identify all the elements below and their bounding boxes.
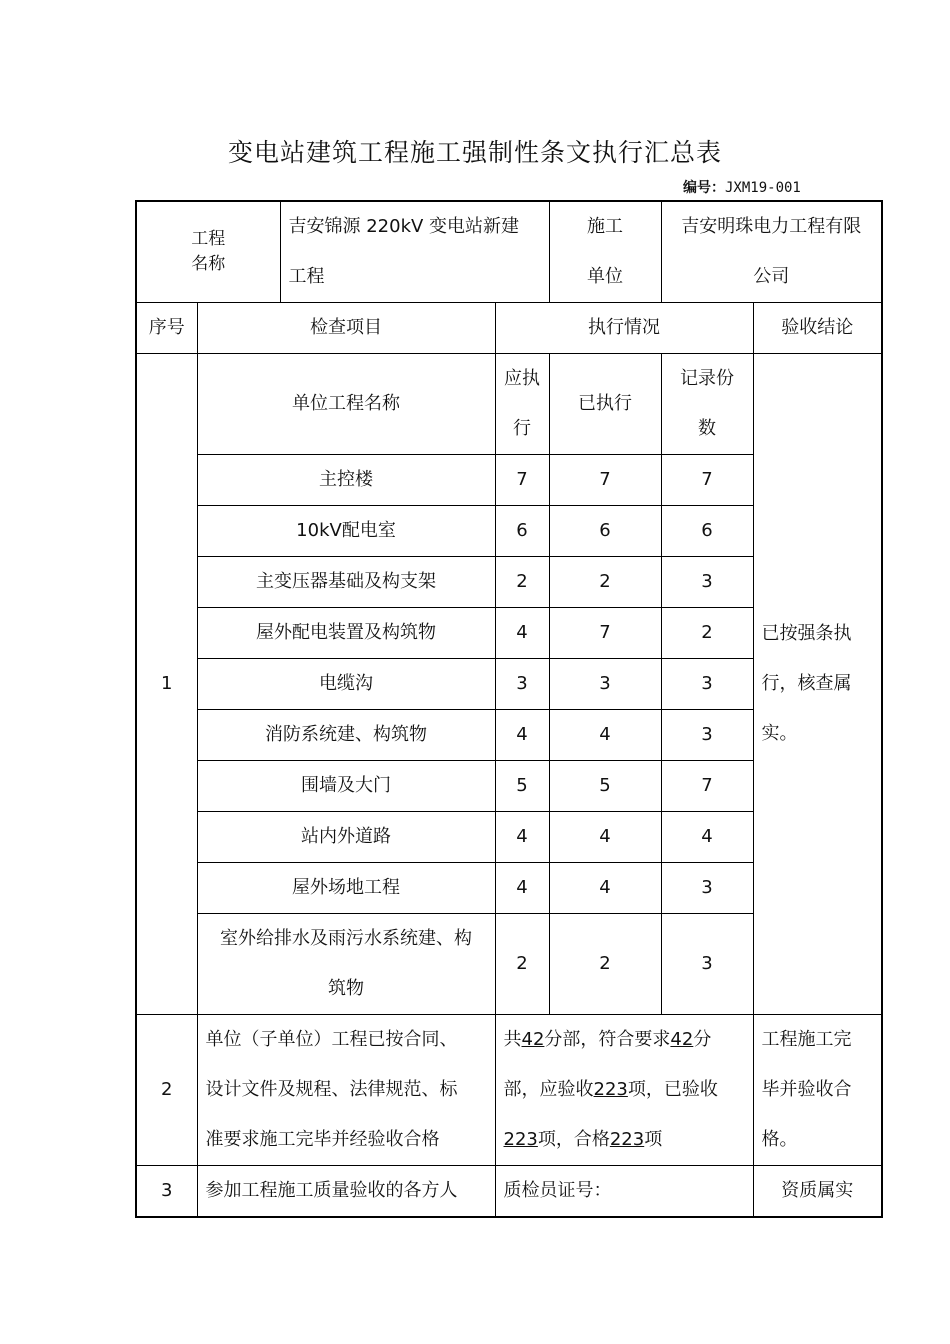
code-value: JXM19-001 bbox=[725, 180, 801, 196]
section2-item: 单位（子单位）工程已按合同、 设计文件及规程、法律规范、标 准要求施工完毕并经验收合格 bbox=[197, 1015, 495, 1166]
column-header-row bbox=[136, 303, 882, 354]
should-exec-cell: 2 bbox=[495, 914, 549, 1015]
done-exec-cell: 2 bbox=[549, 557, 661, 608]
unit-name-cell: 主变压器基础及构支架 bbox=[197, 557, 495, 608]
done-exec-cell: 6 bbox=[549, 506, 661, 557]
section2-exec: 共42分部，符合要求42分 部，应验收223项，已验收 223项，合格223项 bbox=[495, 1015, 753, 1166]
records-cell: 6 bbox=[661, 506, 753, 557]
should-exec-cell: 4 bbox=[495, 863, 549, 914]
records-cell: 3 bbox=[661, 914, 753, 1015]
section3-exec: 质检员证号： bbox=[495, 1166, 753, 1218]
builder-label: 施工 单位 bbox=[549, 201, 661, 303]
seq-header: 序号 bbox=[136, 303, 197, 354]
done-exec-cell: 7 bbox=[549, 608, 661, 659]
conclusion-header: 验收结论 bbox=[753, 303, 882, 354]
section3-seq: 3 bbox=[136, 1166, 197, 1218]
done-exec-cell: 3 bbox=[549, 659, 661, 710]
should-exec-cell: 4 bbox=[495, 608, 549, 659]
unit-name-cell: 电缆沟 bbox=[197, 659, 495, 710]
should-exec-cell: 4 bbox=[495, 812, 549, 863]
unit-name-cell: 屋外配电装置及构筑物 bbox=[197, 608, 495, 659]
records-cell: 7 bbox=[661, 761, 753, 812]
section2-conclusion: 工程施工完 毕并验收合 格。 bbox=[753, 1015, 882, 1166]
unit-name-cell: 10kV配电室 bbox=[197, 506, 495, 557]
done-exec-cell: 7 bbox=[549, 455, 661, 506]
section1-seq: 1 bbox=[136, 354, 197, 1015]
section3-row bbox=[136, 1166, 882, 1218]
document-code bbox=[683, 177, 801, 197]
should-exec-cell: 2 bbox=[495, 557, 549, 608]
project-name-label: 工程 名称 bbox=[136, 201, 280, 303]
summary-table bbox=[135, 200, 883, 1218]
should-exec-cell: 6 bbox=[495, 506, 549, 557]
project-info-row bbox=[136, 201, 882, 303]
records-cell: 2 bbox=[661, 608, 753, 659]
unit-name-cell: 消防系统建、构筑物 bbox=[197, 710, 495, 761]
unit-name-cell: 屋外场地工程 bbox=[197, 863, 495, 914]
done-exec-cell: 5 bbox=[549, 761, 661, 812]
records-cell: 3 bbox=[661, 557, 753, 608]
should-exec-cell: 7 bbox=[495, 455, 549, 506]
should-exec-cell: 5 bbox=[495, 761, 549, 812]
records-cell: 7 bbox=[661, 455, 753, 506]
section2-row bbox=[136, 1015, 882, 1166]
section1-conclusion: 已按强条执 行，核查属 实。 bbox=[753, 354, 882, 1015]
records-cell: 3 bbox=[661, 659, 753, 710]
records-header: 记录份 数 bbox=[661, 354, 753, 455]
section3-conclusion: 资质属实 bbox=[753, 1166, 882, 1218]
unit-name-cell: 站内外道路 bbox=[197, 812, 495, 863]
project-name-value: 吉安锦源 220kV 变电站新建 工程 bbox=[280, 201, 549, 303]
code-label: 编号： bbox=[683, 180, 725, 196]
item-header: 检查项目 bbox=[197, 303, 495, 354]
done-exec-cell: 4 bbox=[549, 812, 661, 863]
should-exec-cell: 3 bbox=[495, 659, 549, 710]
exec-header: 执行情况 bbox=[495, 303, 753, 354]
records-cell: 4 bbox=[661, 812, 753, 863]
section2-seq: 2 bbox=[136, 1015, 197, 1166]
done-exec-cell: 4 bbox=[549, 710, 661, 761]
unit-name-header: 单位工程名称 bbox=[197, 354, 495, 455]
done-exec-cell: 2 bbox=[549, 914, 661, 1015]
done-exec-header: 已执行 bbox=[549, 354, 661, 455]
unit-name-cell: 主控楼 bbox=[197, 455, 495, 506]
done-exec-cell: 4 bbox=[549, 863, 661, 914]
section3-item: 参加工程施工质量验收的各方人 bbox=[197, 1166, 495, 1218]
builder-name-value: 吉安明珠电力工程有限 公司 bbox=[661, 201, 882, 303]
should-exec-cell: 4 bbox=[495, 710, 549, 761]
unit-name-cell: 围墙及大门 bbox=[197, 761, 495, 812]
records-cell: 3 bbox=[661, 710, 753, 761]
section1-subheader-row bbox=[136, 354, 882, 455]
records-cell: 3 bbox=[661, 863, 753, 914]
unit-name-cell: 室外给排水及雨污水系统建、构 筑物 bbox=[197, 914, 495, 1015]
should-exec-header: 应执行 bbox=[495, 354, 549, 455]
document-title: 变电站建筑工程施工强制性条文执行汇总表 bbox=[227, 138, 722, 167]
